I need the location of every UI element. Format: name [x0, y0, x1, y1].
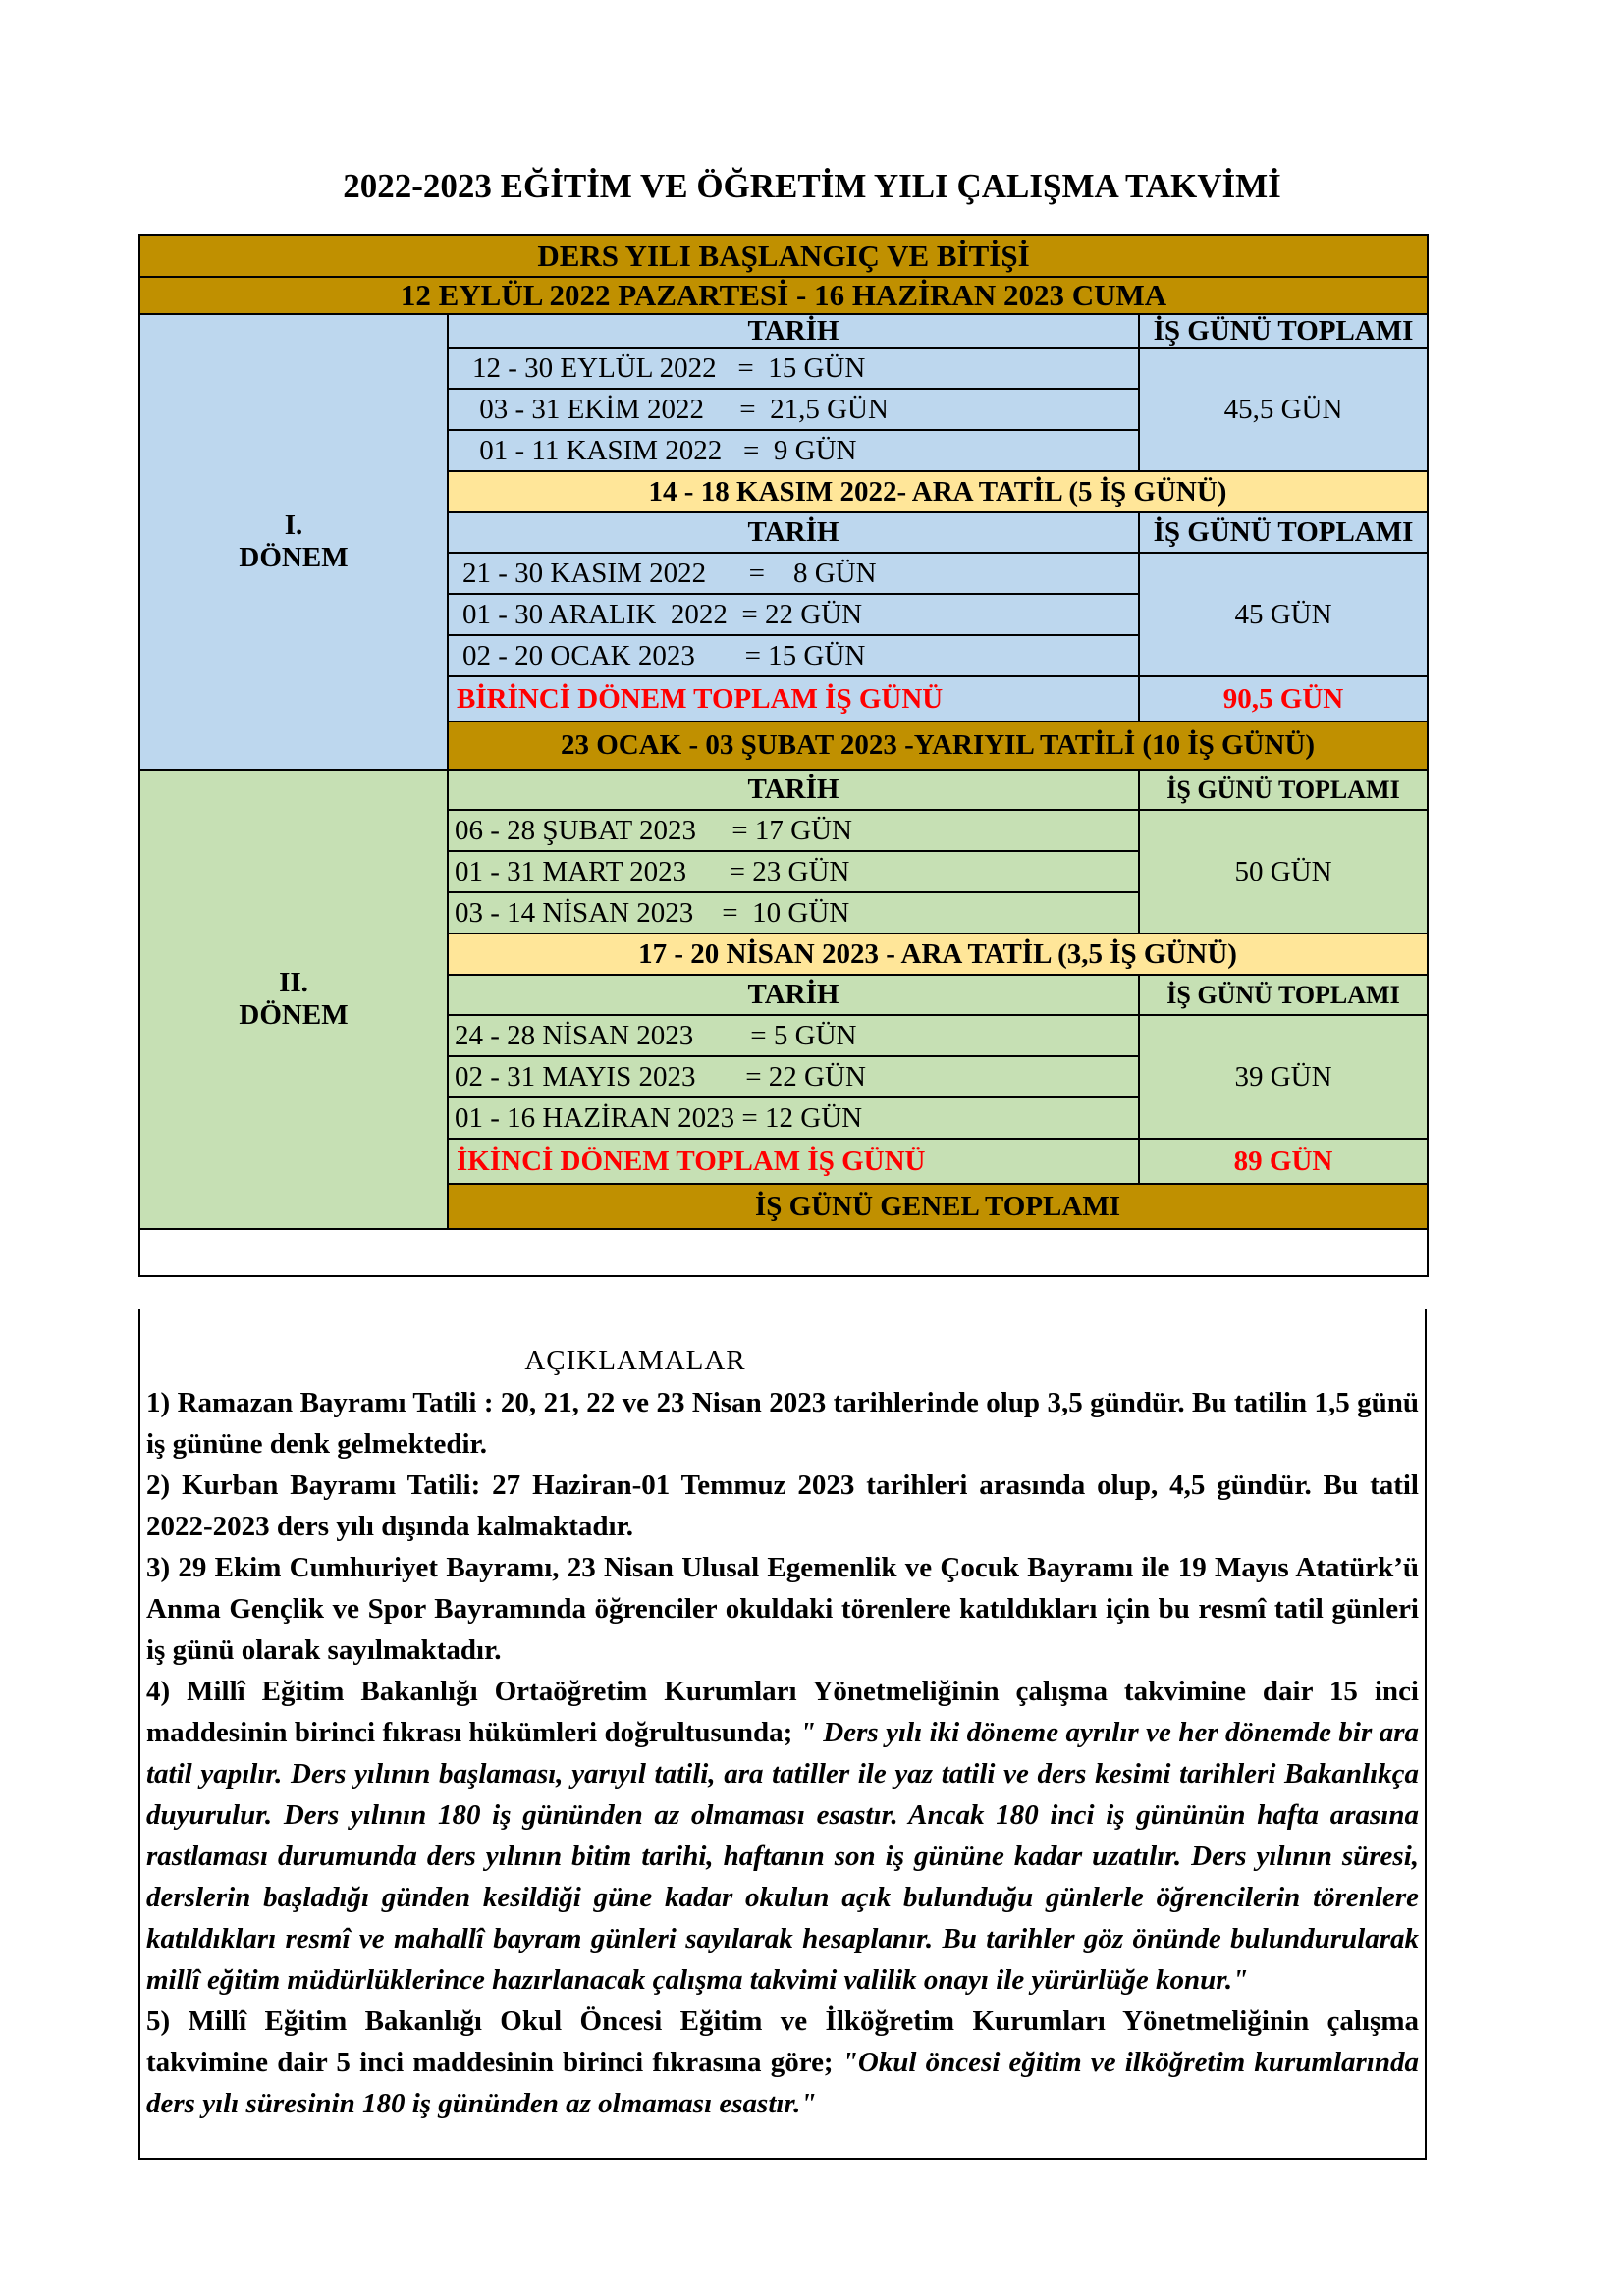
header-row-1: [139, 235, 1428, 277]
header-row-2: [139, 277, 1428, 314]
term1-total-header-1: İŞ GÜNÜ TOPLAMI: [1139, 314, 1428, 348]
term1-label-num: I.: [284, 509, 303, 541]
note-5: [146, 2001, 1419, 2124]
notes-list: [146, 1382, 1419, 2124]
term2-range-4: 24 - 28 NİSAN 2023 = 5 GÜN: [448, 1015, 1139, 1056]
term2-total-header-2: İŞ GÜNÜ TOPLAMI: [1139, 975, 1428, 1015]
term2-range-5: 02 - 31 MAYIS 2023 = 22 GÜN: [448, 1056, 1139, 1097]
notes-box: [138, 1309, 1427, 2160]
note-5-text: 5) Millî Eğitim Bakanlığı Okul Öncesi Eğitim ve İlköğretim Kurumları Yönetmeliğinin çalışma takvimine dair 5 inci maddesinin birinci fıkrasına göre;: [146, 2005, 1419, 2078]
term1-range-5: 01 - 30 ARALIK 2022 = 22 GÜN: [448, 594, 1139, 635]
term1-range-4: 21 - 30 KASIM 2022 = 8 GÜN: [448, 553, 1139, 594]
term1-subtotal-2: 45 GÜN: [1139, 553, 1428, 676]
term1-tarih-header-2: TARİH: [448, 512, 1139, 553]
term2-tarih-header-2: TARİH: [448, 975, 1139, 1015]
term2-label: [139, 770, 448, 1229]
term1-tarih-header-1: TARİH: [448, 314, 1139, 348]
term1-sum-value: 90,5 GÜN: [1139, 676, 1428, 721]
grand-total-label: İŞ GÜNÜ GENEL TOPLAMI: [448, 1184, 1428, 1229]
note-2: 2) Kurban Bayramı Tatili: 27 Haziran-01 Temmuz 2023 tarihleri arasında olup, 4,5 gündür. Bu tatil 2022-2023 ders yılı dışında kalmaktadır.: [146, 1469, 1419, 1542]
term2-subtotal-1: 50 GÜN: [1139, 810, 1428, 934]
page-title: 2022-2023 EĞİTİM VE ÖĞRETİM YILI ÇALIŞMA TAKVİMİ: [343, 167, 1281, 205]
note-5-quote: "Okul öncesi eğitim ve ilköğretim kurumlarında ders yılı süresinin 180 iş gününden az olmaması esastır.": [146, 2047, 1419, 2119]
note-3: 3) 29 Ekim Cumhuriyet Bayramı, 23 Nisan Ulusal Egemenlik ve Çocuk Bayramı ile 19 Mayıs Atatürk’ü Anma Gençlik ve Spor Bayramında öğrenciler okuldaki törenlere katıldıkları için bu resmî tatil günleri iş günü olarak sayılmaktadır.: [146, 1552, 1419, 1666]
term2-mid-break: 17 - 20 NİSAN 2023 - ARA TATİL (3,5 İŞ GÜNÜ): [448, 934, 1428, 975]
term1-col-header: [139, 314, 1428, 348]
term2-subtotal-2: 39 GÜN: [1139, 1015, 1428, 1139]
term1-label-text: DÖNEM: [239, 542, 349, 573]
term1-range-1: 12 - 30 EYLÜL 2022 = 15 GÜN: [448, 348, 1139, 389]
empty-cell: [139, 1229, 1428, 1276]
note-1: 1) Ramazan Bayramı Tatili : 20, 21, 22 ve 23 Nisan 2023 tarihlerinde olup 3,5 gündür. Bu tatilin 1,5 günü iş gününe denk gelmektedir.: [146, 1387, 1419, 1460]
term1-range-6: 02 - 20 OCAK 2023 = 15 GÜN: [448, 635, 1139, 676]
notes-title: AÇIKLAMALAR: [524, 1345, 746, 1376]
term1-range-3: 01 - 11 KASIM 2022 = 9 GÜN: [448, 430, 1139, 471]
term2-tarih-header-1: TARİH: [448, 770, 1139, 810]
term2-range-6: 01 - 16 HAZİRAN 2023 = 12 GÜN: [448, 1097, 1139, 1139]
term2-label-text: DÖNEM: [239, 999, 349, 1031]
term2-sum-label: İKİNCİ DÖNEM TOPLAM İŞ GÜNÜ: [448, 1139, 1139, 1184]
year-span-dates: 12 EYLÜL 2022 PAZARTESİ - 16 HAZİRAN 2023 CUMA: [139, 277, 1428, 314]
term2-label-num: II.: [279, 967, 308, 998]
term1-range-2: 03 - 31 EKİM 2022 = 21,5 GÜN: [448, 389, 1139, 430]
term1-sum-label: BİRİNCİ DÖNEM TOPLAM İŞ GÜNÜ: [448, 676, 1139, 721]
term1-mid-break: 14 - 18 KASIM 2022- ARA TATİL (5 İŞ GÜNÜ): [448, 471, 1428, 512]
term2-total-header-1: İŞ GÜNÜ TOPLAMI: [1139, 770, 1428, 810]
term1-subtotal-1: 45,5 GÜN: [1139, 348, 1428, 471]
empty-row: [139, 1229, 1428, 1276]
calendar-table: [138, 234, 1429, 1277]
term2-range-3: 03 - 14 NİSAN 2023 = 10 GÜN: [448, 892, 1139, 934]
term2-sum-value: 89 GÜN: [1139, 1139, 1428, 1184]
term2-range-2: 01 - 31 MART 2023 = 23 GÜN: [448, 851, 1139, 892]
term2-range-1: 06 - 28 ŞUBAT 2023 = 17 GÜN: [448, 810, 1139, 851]
term1-total-header-2: İŞ GÜNÜ TOPLAMI: [1139, 512, 1428, 553]
term1-label: [139, 314, 448, 770]
term2-col-header: [139, 770, 1428, 810]
year-span-title: DERS YILI BAŞLANGIÇ VE BİTİŞİ: [139, 235, 1428, 277]
note-4: [146, 1671, 1419, 2001]
semester-break: 23 OCAK - 03 ŞUBAT 2023 -YARIYIL TATİLİ (10 İŞ GÜNÜ): [448, 721, 1428, 770]
note-4-quote: " Ders yılı iki döneme ayrılır ve her dönemde bir ara tatil yapılır. Ders yılının başlaması, yarıyıl tatili, ara tatiller ile yaz tatili ve ders kesimi tarihleri Bakanlıkça duyurulur. Ders yılının 180 iş gününden az olmaması esastır. Ancak 180 inci iş gününün hafta arasına rastlaması durumunda ders yılının bitim tarihi, haftanın son iş gününe kadar uzatılır. Ders yılının süresi, derslerin başladığı günden kesildiği güne kadar okulun açık bulunduğu günlerle öğrencilerin törenlere katıldıkları resmî ve mahallî bayram günleri sayılarak hesaplanır. Bu tarihler göz önünde bulundurularak millî eğitim müdürlüklerince hazırlanacak çalışma takvimi valilik onayı ile yürürlüğe konur.": [146, 1717, 1420, 1996]
note-4-text: 4) Millî Eğitim Bakanlığı Ortaöğretim Kurumları Yönetmeliğinin çalışma takvimine dair 15 inci maddesinin birinci fıkrası hükümleri doğrultusunda;: [146, 1676, 1419, 1748]
